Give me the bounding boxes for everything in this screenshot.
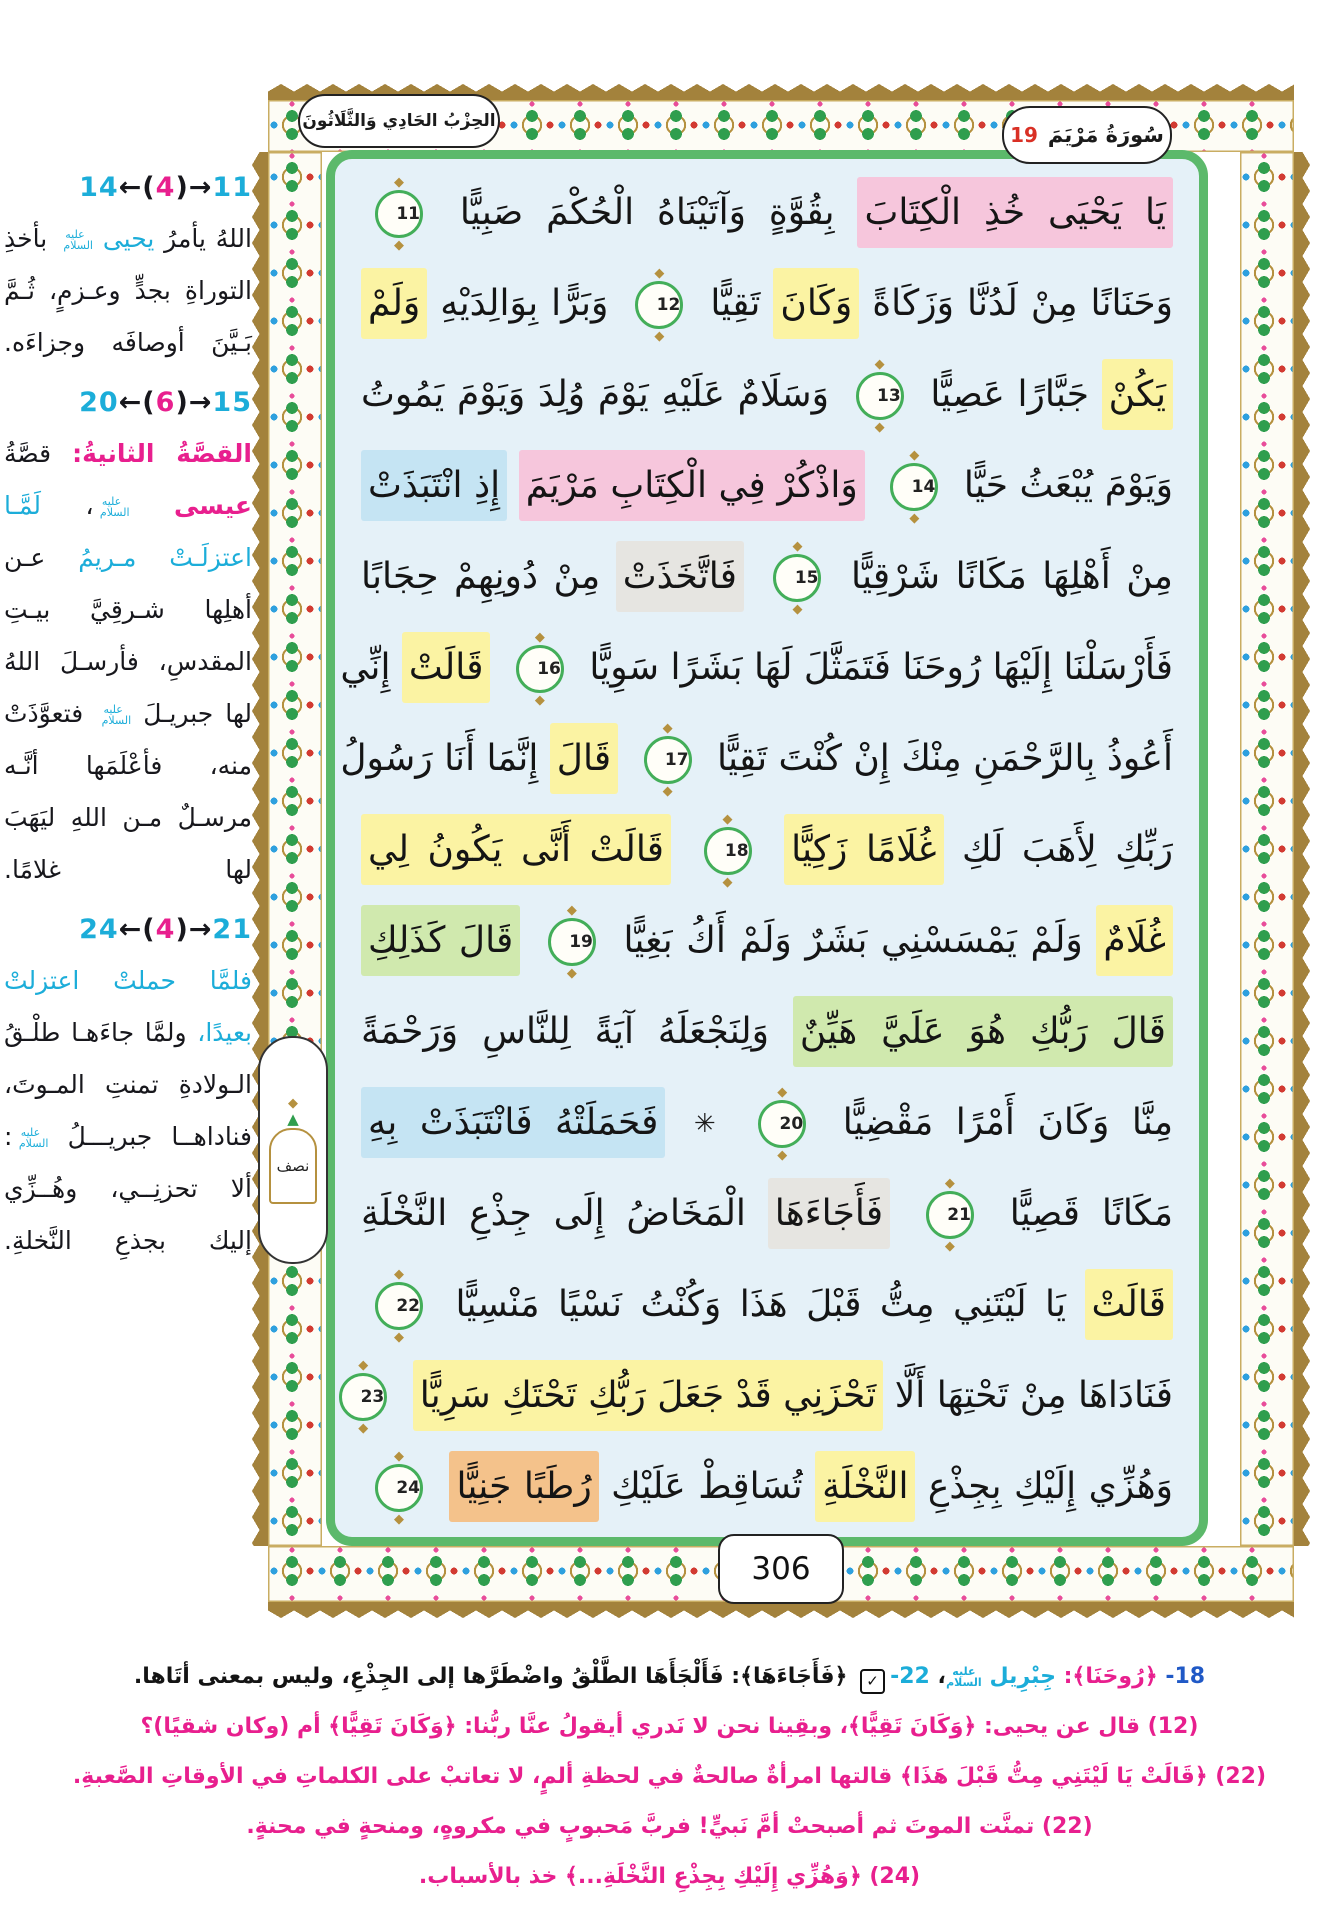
quran-text: إِنَّمَا أَنَا رَسُولُ	[340, 738, 539, 779]
quran-line-7	[340, 713, 1173, 804]
quran-highlight-gray: فَأَجَاءَهَا	[768, 1178, 890, 1249]
range-arrow: ←(	[118, 172, 156, 203]
quran-line-13	[361, 1259, 1173, 1350]
note-text: : ألا تحزنِــي، وهُــزِّي إليك بجذعِ النَّخلةِ.	[4, 1122, 252, 1255]
footnote-2: (12) قال عن يحيى: ﴿وَكَانَ تَقِيًّا﴾، وبقِينا نحن لا نَدري أيقولُ عنَّا ربُّنا: ﴿وَكَانَ تَقِيًّا﴾ أم (وكان شقيًا)؟	[140, 1714, 1199, 1739]
gem-icon: ◆	[288, 1095, 298, 1111]
verse-marker-17: ◆ 17 ◆	[644, 736, 692, 784]
surah-number: 19	[1010, 123, 1038, 147]
note-text: اللهُ يأمرُ	[154, 224, 252, 253]
pbuh-mark: عليه السلام	[946, 1665, 982, 1689]
note-text: بأخذِ التوراةِ بجدٍّ وعـزمٍ، ثُـمَّ بَـيَّنَ أوصافَه وجزاءَه.	[4, 224, 252, 357]
quran-text: وَلِنَجْعَلَهُ آيَةً لِلنَّاسِ وَرَحْمَةً	[361, 1011, 769, 1052]
range-to: 20	[79, 387, 119, 418]
surah-label: سُورَةُ مَرْيَمَ	[1047, 123, 1164, 147]
quran-highlight-yellow: غُلَامٌ	[1096, 905, 1173, 976]
quran-text: مَكَانًا قَصِيًّا	[1009, 1193, 1173, 1234]
quran-highlight-pink: يَا يَحْيَى خُذِ الْكِتَابَ	[857, 177, 1173, 248]
quran-highlight-yellow: غُلَامًا زَكِيًّا	[784, 814, 943, 885]
verse-marker-19: ◆ 19 ◆	[548, 918, 596, 966]
verse-marker-11: ◆ 11 ◆	[375, 190, 423, 238]
verse-marker-20: ◆ 20 ◆	[758, 1100, 806, 1148]
quran-highlight-yellow: قَالَتْ أَنَّى يَكُونُ لِي	[361, 814, 671, 885]
border-spikes-right	[1294, 152, 1310, 1546]
footnote-verse-number: 22-	[890, 1664, 930, 1689]
leaf-icon: ▲	[287, 1109, 299, 1128]
quran-text: مِنْ أَهْلِهَا مَكَانًا شَرْقِيًّا	[851, 556, 1173, 597]
surah-cartouche	[1002, 106, 1172, 164]
note-text: فتعوَّذَتْ منه، فأعْلَمَها أنَّـه مرسـلٌ مـن اللهِ ليَهَبَ لها غلامًا.	[4, 699, 252, 884]
footnote-4: (22) تمنَّت الموتَ ثم أصبحتْ أمَّ نَبيٍّ! فربَّ مَحبوبٍ في مكروهٍ، ومنحةٍ في محنةٍ.	[246, 1814, 1093, 1839]
verse-marker-18: ◆ 18 ◆	[704, 827, 752, 875]
quran-highlight-yellow: قَالَتْ	[1085, 1269, 1174, 1340]
range-arrow: )→	[175, 172, 213, 203]
pbuh-mark: عليه السلام	[18, 1126, 49, 1150]
quran-text: يَا لَيْتَنِي مِتُّ قَبْلَ هَذَا وَكُنْتُ نَسْيًا مَنْسِيًّا	[455, 1284, 1067, 1325]
quran-text: تُسَاقِطْ عَلَيْكِ	[611, 1466, 803, 1507]
footnote-text: : فَأَلْجَأَهَا الطَّلْقُ واضْطَرَّها إلى الجِذْعِ، وليس بمعنى أتَاها.	[133, 1664, 741, 1689]
quran-line-2	[361, 258, 1173, 349]
footnote-text: ،	[929, 1664, 946, 1689]
quran-line-8	[361, 804, 1173, 895]
quran-text: تَقِيًّا	[710, 283, 761, 324]
border-spikes-left	[252, 152, 268, 1546]
quran-text-panel	[326, 150, 1208, 1546]
range-count: 4	[155, 914, 176, 945]
quran-text: وَلَمْ يَمْسَسْنِي بَشَرٌ وَلَمْ أَكُ بَغِيًّا	[623, 920, 1083, 961]
quoted-word: ﴿رُوحَنَا﴾:	[1055, 1664, 1166, 1689]
range-arrow: ←(	[118, 914, 156, 945]
quran-highlight-yellow: قَالَ	[550, 723, 618, 794]
verse-marker-14: ◆ 14 ◆	[890, 463, 938, 511]
pbuh-mark: عليه السلام	[99, 495, 130, 519]
note-text: عـن أهلِها شـرقِيَّ بيـتِ المقدسِ، فأرسـلَ اللهُ لها جبريـلَ	[4, 543, 252, 728]
range-to: 24	[79, 914, 119, 945]
prophet-name: جِبْرِيل	[981, 1664, 1056, 1689]
quran-text: وَهُزِّي إِلَيْكِ بِجِذْعِ	[927, 1466, 1174, 1507]
note-text: قصَّةُ	[4, 439, 73, 468]
quran-highlight-pink: وَاذْكُرْ فِي الْكِتَابِ مَرْيَمَ	[519, 450, 865, 521]
footnote-3: (22) ﴿قَالَتْ يَا لَيْتَنِي مِتُّ قَبْلَ هَذَا﴾ قالتها امرأةٌ صالحةٌ في لحظةِ ألمٍ، لا تعاتبْ على الكلماتِ في الأوقاتِ الصَّعبةِ.	[72, 1764, 1267, 1789]
footnotes-block	[0, 1652, 1339, 1902]
margin-note-2	[4, 428, 252, 896]
quran-highlight-yellow: وَكَانَ	[773, 268, 859, 339]
verse-marker-15: ◆ 15 ◆	[773, 554, 821, 602]
verse-marker-23: ◆ 23 ◆	[339, 1373, 387, 1421]
range-arrow: )→	[175, 387, 213, 418]
quran-highlight-orange: رُطَبًا جَنِيًّا	[449, 1451, 598, 1522]
checkbox-icon: ✓	[860, 1669, 885, 1694]
quran-highlight-yellow: تَحْزَنِي قَدْ جَعَلَ رَبُّكِ تَحْتَكِ سَرِيًّا	[413, 1360, 884, 1431]
ornate-border-left	[268, 152, 322, 1546]
quran-highlight-yellow: وَلَمْ	[361, 268, 427, 339]
page-number: 306	[751, 1551, 811, 1587]
margin-note-3	[4, 955, 252, 1267]
footnote-5: (24) ﴿وَهُزِّي إِلَيْكِ بِجِذْعِ النَّخْلَةِ...﴾ خذ بالأسباب.	[418, 1864, 921, 1889]
quran-line-3	[361, 349, 1173, 440]
prophet-name: يحيى	[102, 224, 155, 253]
hizb-cartouche	[298, 94, 500, 148]
quran-highlight-green: قَالَ كَذَلِكِ	[361, 905, 520, 976]
border-spikes-bottom	[268, 1602, 1294, 1618]
range-from: 11	[212, 172, 252, 203]
quran-text: وَيَوْمَ يُبْعَثُ حَيًّا	[963, 465, 1174, 506]
quran-highlight-gray: فَاتَّخَذَتْ	[616, 541, 744, 612]
range-to: 14	[79, 172, 119, 203]
quran-text: فَأَرْسَلْنَا إِلَيْهَا رُوحَنَا فَتَمَثَّلَ لَهَا بَشَرًا سَوِيًّا	[589, 647, 1173, 688]
verse-marker-24: ◆ 24 ◆	[375, 1464, 423, 1512]
quran-highlight-yellow: النَّخْلَةِ	[815, 1451, 915, 1522]
pbuh-mark: عليه السلام	[63, 228, 93, 252]
verse-range-header-3	[4, 914, 252, 945]
prophet-name: عيسى	[173, 491, 252, 520]
quran-line-10	[361, 986, 1173, 1077]
quran-line-11	[361, 1077, 1173, 1168]
page-number-cartouche	[718, 1534, 844, 1604]
quran-text: وَسَلَامٌ عَلَيْهِ يَوْمَ وُلِدَ وَيَوْمَ يَمُوتُ	[361, 374, 829, 415]
note-text-cyan: فلمَّا حملتْ اعتزلتْ بعيدًا،	[4, 966, 252, 1047]
quran-line-6	[340, 622, 1173, 713]
hizb-label: الحِزْبُ الحَادِي وَالثَّلَاثُونَ	[302, 111, 496, 131]
note-text: ولمَّا جاءَهـا طلْـقُ الـولادةِ تمنتِ المـوتَ، فناداهــا جبريـــلُ	[4, 1018, 252, 1151]
quran-text: أَعُوذُ بِالرَّحْمَنِ مِنْكَ إِنْ كُنْتَ تَقِيًّا	[717, 738, 1173, 779]
quran-text: وَحَنَانًا مِنْ لَدُنَّا وَزَكَاةً	[872, 283, 1173, 324]
verse-marker-22: ◆ 22 ◆	[375, 1282, 423, 1330]
quran-line-14	[361, 1350, 1173, 1441]
quran-text: وَبَرًّا بِوَالِدَيْهِ	[440, 283, 609, 324]
quran-line-1	[361, 167, 1173, 258]
verse-marker-16: ◆ 16 ◆	[516, 645, 564, 693]
quran-text: الْمَخَاضُ إِلَى جِذْعِ النَّخْلَةِ	[361, 1193, 746, 1234]
rub-el-hizb-star-icon: ✳	[693, 1108, 716, 1139]
half-hizb-medallion	[258, 1036, 328, 1264]
verse-marker-13: ◆ 13 ◆	[856, 372, 904, 420]
quran-text: إِنِّي	[340, 647, 391, 688]
quoted-word: ﴿فَأَجَاءَهَا﴾	[740, 1664, 856, 1689]
margin-commentary-column	[4, 158, 252, 1285]
quran-highlight-yellow: يَكُنْ	[1102, 359, 1173, 430]
range-arrow: ←(	[118, 387, 156, 418]
margin-note-1	[4, 213, 252, 369]
footnote-verse-number: 18-	[1165, 1664, 1206, 1689]
range-count: 4	[155, 172, 176, 203]
quran-line-15	[361, 1441, 1173, 1532]
quran-highlight-blue: فَحَمَلَتْهُ فَانْتَبَذَتْ بِهِ	[361, 1087, 665, 1158]
range-arrow: )→	[175, 914, 213, 945]
verse-range-header-1	[4, 172, 252, 203]
range-from: 21	[212, 914, 252, 945]
quran-line-5	[361, 531, 1173, 622]
quran-text: فَنَادَاهَا مِنْ تَحْتِهَا أَلَّا	[894, 1375, 1173, 1416]
half-hizb-label: نصف	[276, 1156, 310, 1175]
quran-highlight-green: قَالَ رَبُّكِ هُوَ عَلَيَّ هَيِّنٌ	[793, 996, 1173, 1067]
note-text: ،	[41, 491, 94, 520]
note-text-cyan: لَمَّـا اعتزلَـتْ مـريمُ	[4, 491, 252, 572]
quran-text: مِنْ دُونِهِمْ حِجَابًا	[361, 556, 601, 597]
ornate-border-right	[1240, 152, 1294, 1546]
quran-highlight-blue: إِذِ انْتَبَذَتْ	[361, 450, 507, 521]
half-hizb-arch	[269, 1128, 317, 1204]
footnote-1	[0, 1652, 1339, 1702]
quran-line-9	[361, 895, 1173, 986]
verse-marker-12: ◆ 12 ◆	[635, 281, 683, 329]
mushaf-ornate-frame	[252, 84, 1310, 1629]
quran-text: مِنَّا وَكَانَ أَمْرًا مَقْضِيًّا	[842, 1102, 1173, 1143]
quran-highlight-yellow: قَالَتْ	[402, 632, 491, 703]
quran-text: جَبَّارًا عَصِيًّا	[930, 374, 1089, 415]
verse-marker-21: ◆ 21 ◆	[926, 1191, 974, 1239]
range-from: 15	[212, 387, 252, 418]
quran-text: بِقُوَّةٍ وَآتَيْنَاهُ الْحُكْمَ صَبِيًّا	[459, 192, 835, 233]
quran-line-4	[361, 440, 1173, 531]
quran-text-block	[335, 159, 1199, 1537]
verse-range-header-2	[4, 387, 252, 418]
range-count: 6	[155, 387, 176, 418]
quran-text: رَبِّكِ لِأَهَبَ لَكِ	[962, 829, 1173, 870]
note-lead: القصَّةُ الثانيةُ:	[72, 439, 253, 468]
pbuh-mark: عليه السلام	[101, 703, 132, 727]
quran-line-12	[361, 1168, 1173, 1259]
